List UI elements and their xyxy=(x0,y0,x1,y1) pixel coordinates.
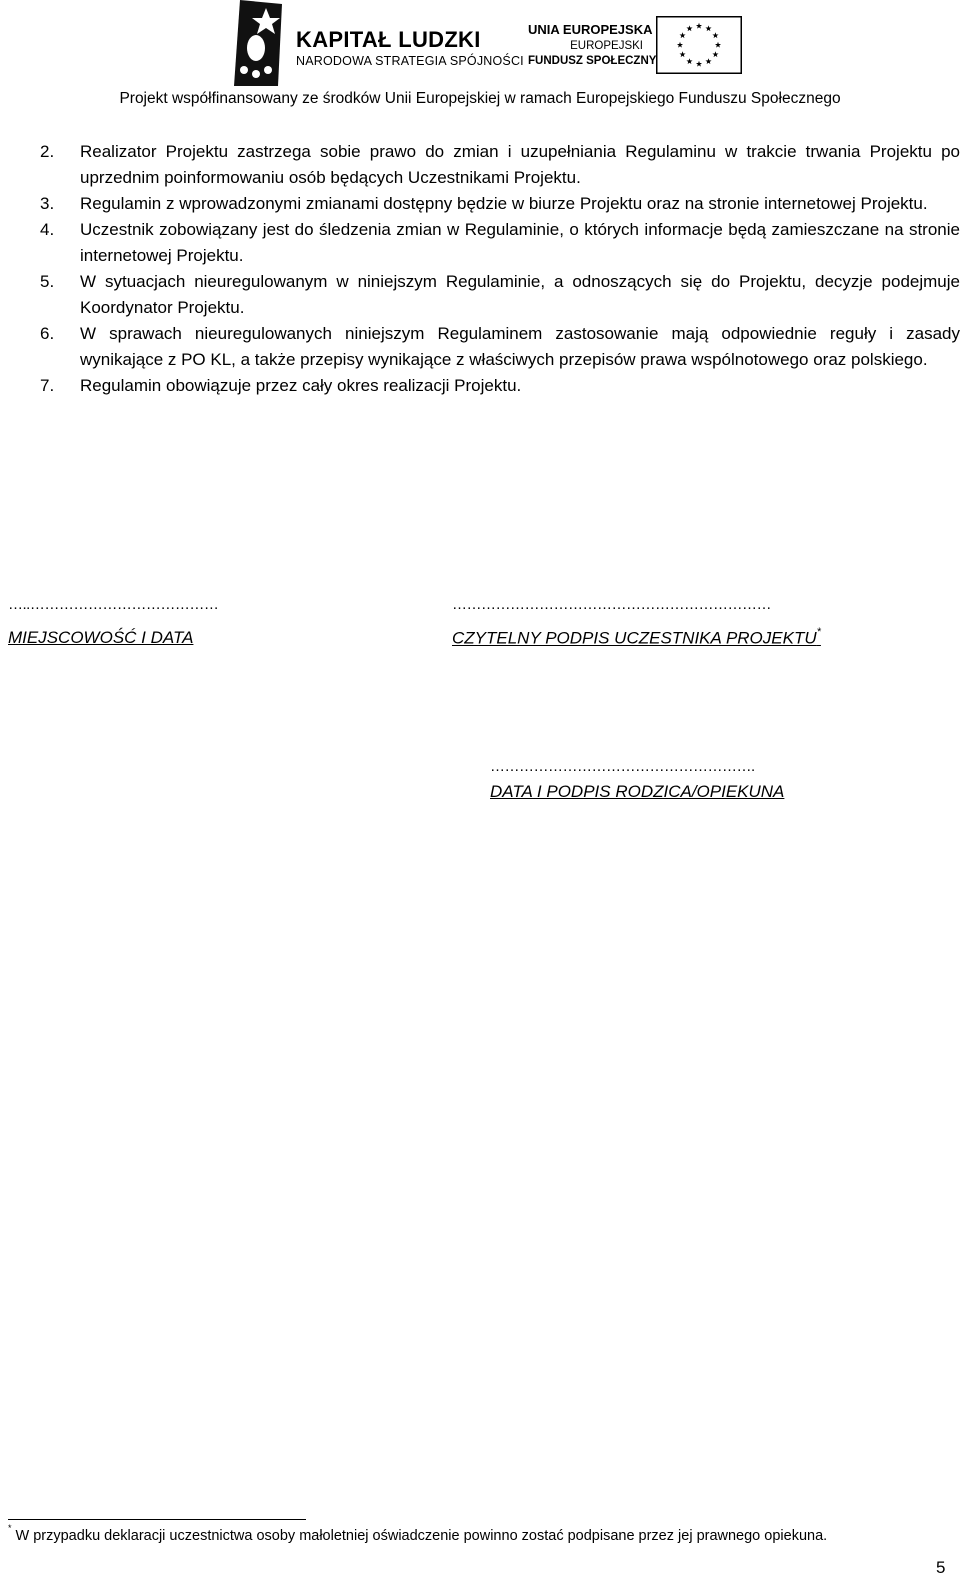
eu-flag-icon xyxy=(656,16,742,74)
kapital-ludzki-logo-icon xyxy=(232,0,284,86)
participant-signature-label-text: CZYTELNY PODPIS UCZESTNIKA PROJEKTU xyxy=(452,628,817,648)
ue-title: UNIA EUROPEJSKA xyxy=(528,22,653,37)
list-item xyxy=(40,191,960,217)
footnote xyxy=(8,1523,828,1544)
guardian-signature-dotted-line: ………………………………………………. xyxy=(490,758,755,775)
guardian-signature-label: DATA I PODPIS RODZICA/OPIEKUNA xyxy=(490,782,785,801)
list-item-number: 5. xyxy=(40,272,55,291)
list-item xyxy=(40,269,960,321)
place-date-dotted-line: …..………………………………… xyxy=(8,596,219,613)
page-number: 5 xyxy=(936,1558,946,1577)
list-item-number: 4. xyxy=(40,220,55,239)
kapital-ludzki-title: KAPITAŁ LUDZKI xyxy=(296,27,481,52)
list-item-text: W sytuacjach nieuregulowanym w niniejszym Regulaminie, a odnoszących się do Projektu, decyzje podejmuje Koordynator Projektu. xyxy=(80,272,960,317)
header-caption: Projekt współfinansowany ze środków Unii Europejskiej w ramach Europejskiego Funduszu Społecznego xyxy=(119,90,841,107)
list-item xyxy=(40,373,960,399)
list-item-number: 6. xyxy=(40,324,55,343)
ue-subtitle-2: FUNDUSZ SPOŁECZNY xyxy=(528,55,657,67)
list-item xyxy=(40,139,960,191)
list-item-number: 7. xyxy=(40,376,55,395)
list-item-text: Regulamin obowiązuje przez cały okres realizacji Projektu. xyxy=(80,376,522,395)
list-item-text: Uczestnik zobowiązany jest do śledzenia zmian w Regulaminie, o których informacje będą zamieszczane na stronie internetowej Projektu. xyxy=(80,220,960,265)
ue-subtitle-1: EUROPEJSKI xyxy=(570,40,643,52)
footnote-reference-mark: * xyxy=(816,626,821,638)
participant-signature-label xyxy=(452,628,821,649)
place-date-label: MIEJSCOWOŚĆ I DATA xyxy=(8,628,194,647)
list-item-text: Realizator Projektu zastrzega sobie prawo do zmian i uzupełniania Regulaminu w trakcie trwania Projektu po uprzednim poinformowaniu osób będących Uczestnikami Projektu. xyxy=(80,142,960,187)
list-item-number: 2. xyxy=(40,142,55,161)
rules-list xyxy=(40,139,960,399)
list-item xyxy=(40,321,960,373)
kapital-ludzki-subtitle: NARODOWA STRATEGIA SPÓJNOŚCI xyxy=(296,54,524,68)
list-item-text: W sprawach nieuregulowanych niniejszym Regulaminem zastosowanie mają odpowiednie reguły i zasady wynikające z PO KL, a także przepisy wynikające z właściwych przepisów prawa wspólnotowego oraz polskiego. xyxy=(80,324,960,369)
participant-signature-dotted-line: ………………………………………………………… xyxy=(452,596,771,613)
list-item-text: Regulamin z wprowadzonymi zmianami dostępny będzie w biurze Projektu oraz na stronie internetowej Projektu. xyxy=(80,194,928,213)
footnote-divider xyxy=(8,1519,306,1520)
footnote-mark: * xyxy=(8,1523,12,1533)
footnote-text: W przypadku deklaracji uczestnictwa osoby małoletniej oświadczenie powinno zostać podpisane przez jej prawnego opiekuna. xyxy=(15,1527,828,1544)
list-item xyxy=(40,217,960,269)
list-item-number: 3. xyxy=(40,194,55,213)
